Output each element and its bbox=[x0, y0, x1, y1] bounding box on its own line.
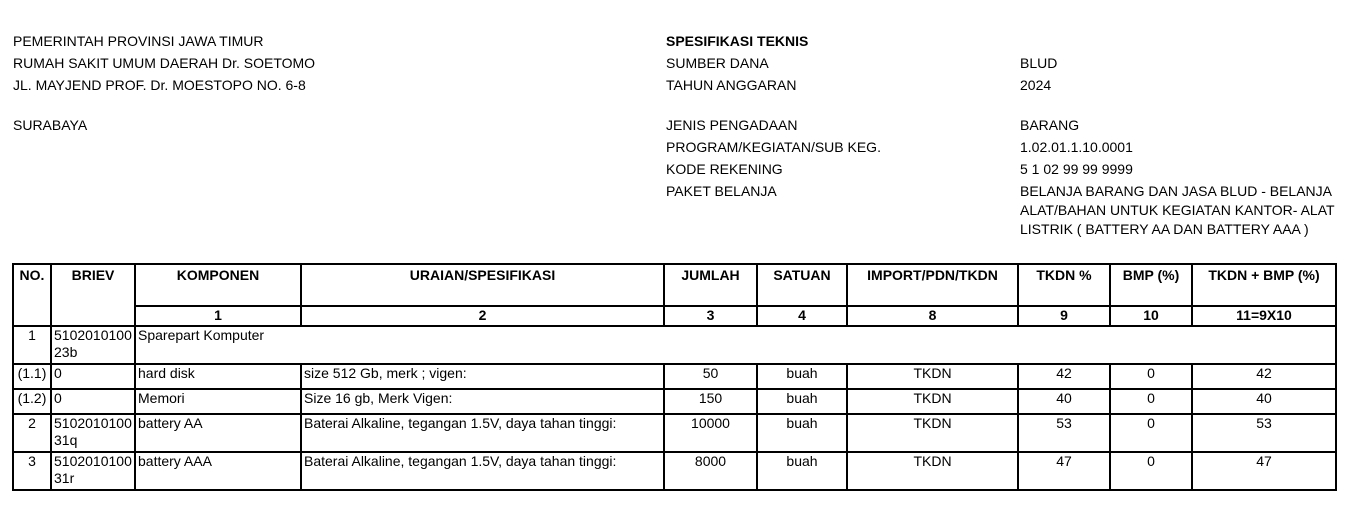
cell-bmp: 0 bbox=[1110, 414, 1192, 452]
cell-bmp: 0 bbox=[1110, 389, 1192, 414]
jenis-pengadaan-label: JENIS PENGADAAN bbox=[666, 117, 798, 133]
cell-import: TKDN bbox=[847, 414, 1018, 452]
cell-total: 40 bbox=[1192, 389, 1336, 414]
table-row bbox=[13, 389, 1336, 414]
cell-satuan: buah bbox=[757, 452, 847, 490]
col-header-briev: BRIEV bbox=[51, 264, 135, 326]
cell-briev: 510201010023b bbox=[51, 326, 135, 364]
kode-rekening-label: KODE REKENING bbox=[666, 161, 783, 177]
col-number-tkdn: 9 bbox=[1018, 306, 1110, 326]
col-number-jumlah: 3 bbox=[664, 306, 757, 326]
cell-satuan: buah bbox=[757, 414, 847, 452]
tahun-anggaran-label: TAHUN ANGGARAN bbox=[666, 77, 797, 93]
program-label: PROGRAM/KEGIATAN/SUB KEG. bbox=[666, 139, 881, 155]
document-title: SPESIFIKASI TEKNIS bbox=[666, 33, 809, 49]
cell-import: TKDN bbox=[847, 452, 1018, 490]
cell-jumlah: 8000 bbox=[664, 452, 757, 490]
cell-satuan: buah bbox=[757, 389, 847, 414]
table-row bbox=[13, 364, 1336, 389]
cell-no: 2 bbox=[13, 414, 51, 452]
cell-komponen: Sparepart Komputer bbox=[135, 326, 1336, 364]
cell-briev: 510201010031q bbox=[51, 414, 135, 452]
cell-uraian: size 512 Gb, merk ; vigen: bbox=[301, 364, 664, 389]
cell-uraian: Size 16 gb, Merk Vigen: bbox=[301, 389, 664, 414]
cell-satuan: buah bbox=[757, 364, 847, 389]
cell-total: 47 bbox=[1192, 452, 1336, 490]
col-header-bmp: BMP (%) bbox=[1110, 264, 1192, 306]
sumber-dana-value: BLUD bbox=[1020, 55, 1058, 71]
col-number-import: 8 bbox=[847, 306, 1018, 326]
cell-komponen: Memori bbox=[135, 389, 301, 414]
cell-tkdn: 47 bbox=[1018, 452, 1110, 490]
cell-briev: 0 bbox=[51, 389, 135, 414]
cell-uraian: Baterai Alkaline, tegangan 1.5V, daya tahan tinggi: bbox=[301, 414, 664, 452]
cell-tkdn: 40 bbox=[1018, 389, 1110, 414]
cell-briev: 510201010031r bbox=[51, 452, 135, 490]
institution-address: JL. MAYJEND PROF. Dr. MOESTOPO NO. 6-8 bbox=[13, 77, 306, 93]
cell-briev: 0 bbox=[51, 364, 135, 389]
table-row bbox=[13, 414, 1336, 452]
header-row bbox=[13, 264, 1336, 306]
cell-no: (1.2) bbox=[13, 389, 51, 414]
cell-total: 53 bbox=[1192, 414, 1336, 452]
col-header-import: IMPORT/PDN/TKDN bbox=[847, 264, 1018, 306]
col-number-satuan: 4 bbox=[757, 306, 847, 326]
col-header-komponen: KOMPONEN bbox=[135, 264, 301, 306]
cell-jumlah: 10000 bbox=[664, 414, 757, 452]
cell-komponen: battery AAA bbox=[135, 452, 301, 490]
cell-bmp: 0 bbox=[1110, 364, 1192, 389]
institution-city: SURABAYA bbox=[13, 117, 88, 133]
col-number-uraian: 2 bbox=[301, 306, 664, 326]
col-header-uraian: URAIAN/SPESIFIKASI bbox=[301, 264, 664, 306]
cell-bmp: 0 bbox=[1110, 452, 1192, 490]
paket-belanja-label: PAKET BELANJA bbox=[666, 183, 777, 199]
cell-import: TKDN bbox=[847, 389, 1018, 414]
cell-import: TKDN bbox=[847, 364, 1018, 389]
cell-no: 1 bbox=[13, 326, 51, 364]
col-number-komponen: 1 bbox=[135, 306, 301, 326]
cell-tkdn: 42 bbox=[1018, 364, 1110, 389]
table-row bbox=[13, 452, 1336, 490]
institution-line-2: RUMAH SAKIT UMUM DAERAH Dr. SOETOMO bbox=[13, 55, 316, 71]
col-number-bmp: 10 bbox=[1110, 306, 1192, 326]
col-header-no: NO. bbox=[13, 264, 51, 326]
paket-belanja-value: BELANJA BARANG DAN JASA BLUD - BELANJA ALAT/BAHAN UNTUK KEGIATAN KANTOR- ALAT LISTRIK ( BATTERY AA DAN BATTERY AAA ) bbox=[1020, 183, 1335, 237]
col-header-satuan: SATUAN bbox=[757, 264, 847, 306]
column-number-row bbox=[13, 306, 1336, 326]
sumber-dana-label: SUMBER DANA bbox=[666, 55, 769, 71]
kode-rekening-value: 5 1 02 99 99 9999 bbox=[1020, 161, 1133, 177]
jenis-pengadaan-value: BARANG bbox=[1020, 117, 1080, 133]
tahun-anggaran-value: 2024 bbox=[1020, 77, 1052, 93]
table-row bbox=[13, 326, 1336, 364]
institution-line-1: PEMERINTAH PROVINSI JAWA TIMUR bbox=[13, 33, 264, 49]
col-header-total: TKDN + BMP (%) bbox=[1192, 264, 1336, 306]
program-value: 1.02.01.1.10.0001 bbox=[1020, 139, 1133, 155]
specification-table bbox=[12, 263, 1337, 491]
cell-no: 3 bbox=[13, 452, 51, 490]
col-header-tkdn: TKDN % bbox=[1018, 264, 1110, 306]
col-header-jumlah: JUMLAH bbox=[664, 264, 757, 306]
cell-no: (1.1) bbox=[13, 364, 51, 389]
cell-uraian: Baterai Alkaline, tegangan 1.5V, daya tahan tinggi: bbox=[301, 452, 664, 490]
cell-total: 42 bbox=[1192, 364, 1336, 389]
cell-tkdn: 53 bbox=[1018, 414, 1110, 452]
cell-komponen: hard disk bbox=[135, 364, 301, 389]
cell-jumlah: 50 bbox=[664, 364, 757, 389]
cell-komponen: battery AA bbox=[135, 414, 301, 452]
cell-jumlah: 150 bbox=[664, 389, 757, 414]
col-number-total: 11=9X10 bbox=[1192, 306, 1336, 326]
